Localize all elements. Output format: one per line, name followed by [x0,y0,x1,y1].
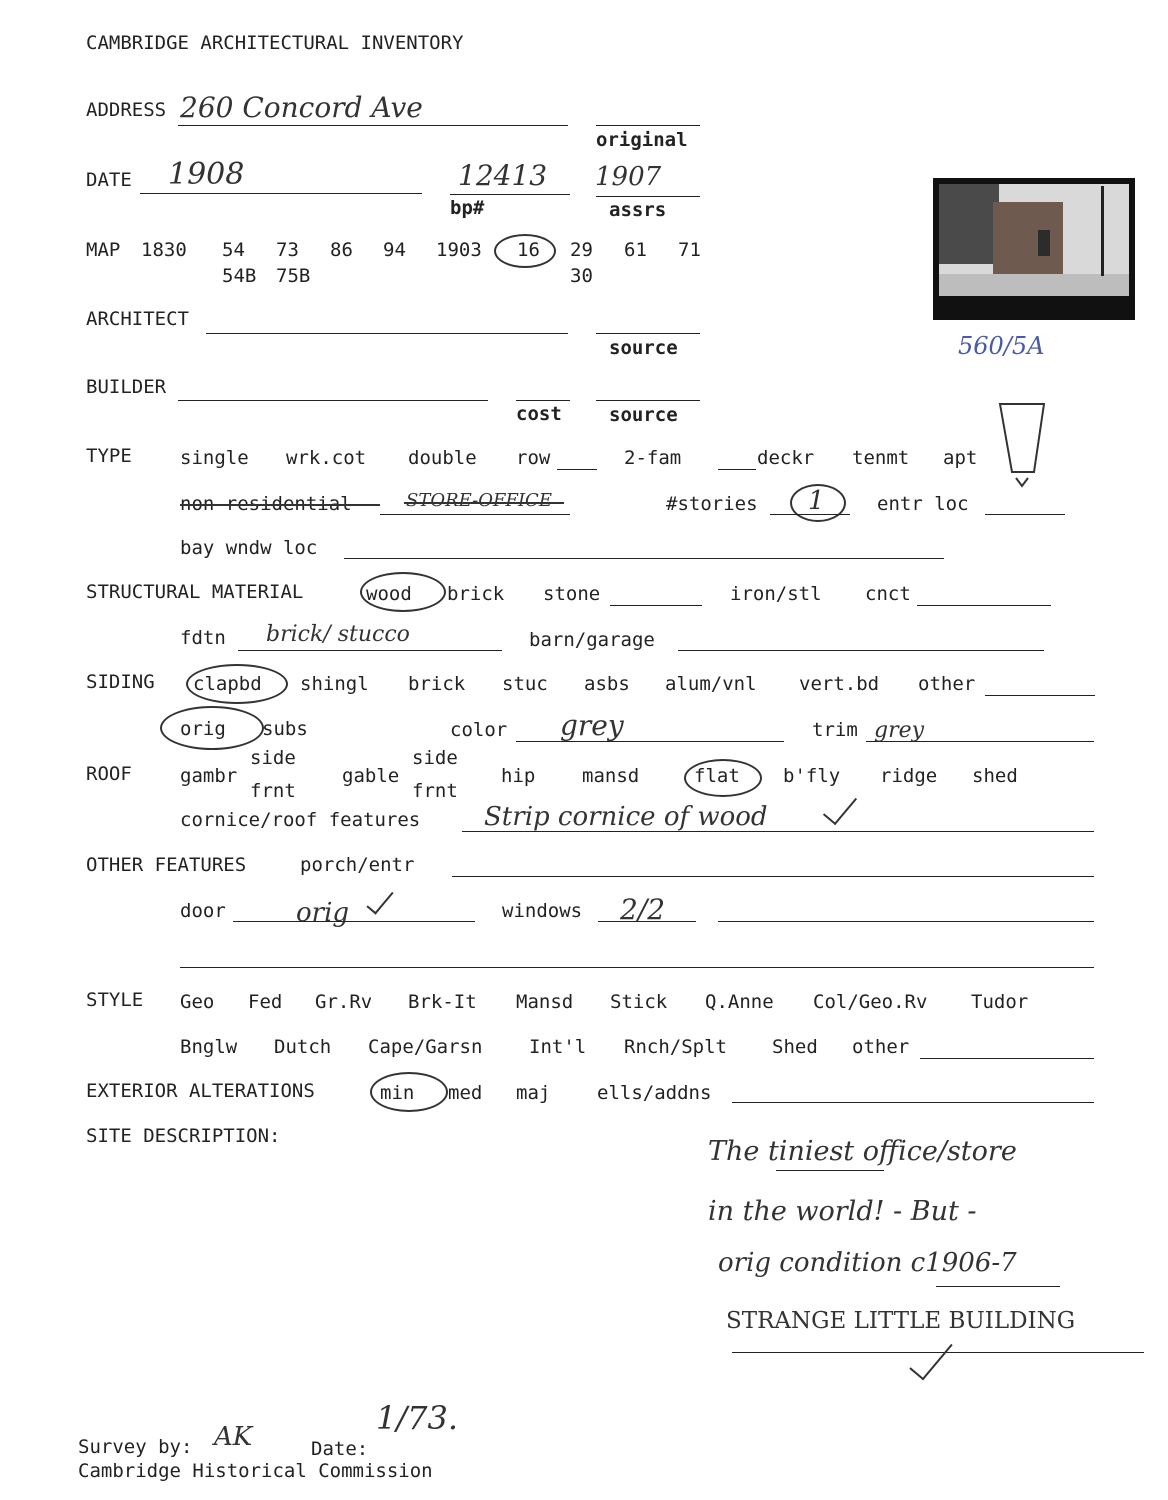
bp-label: bp# [450,197,485,219]
site-description-label: SITE DESCRIPTION: [86,1125,281,1147]
door-label: door [180,900,226,922]
map-29: 29 [570,239,593,261]
siding-other: other [918,673,976,695]
flat-circle [684,759,762,797]
stories-underline [770,514,850,515]
date-underline [140,193,422,194]
door-underline [233,921,475,922]
stories-value: 1 [808,486,825,516]
builder-source-label: source [609,404,678,426]
color-label: color [450,719,508,741]
windows-underline-2 [718,921,1094,922]
roof-ridge: ridge [880,765,938,787]
nonres-underline [380,514,570,515]
wood-circle [360,572,446,612]
style-other: other [852,1036,910,1058]
siding-shingl: shingl [300,673,369,695]
style-other-line [920,1058,1094,1059]
roof-mansd: mansd [582,765,640,787]
bp-underline [450,194,570,195]
other-features-label: OTHER FEATURES [86,854,247,876]
style-geo: Geo [180,991,215,1013]
alterations-min: min [380,1082,415,1104]
deckr-line [718,469,756,470]
type-deckr: deckr [757,447,815,469]
type-double: double [408,447,477,469]
bay-wndw-label: bay wndw loc [180,537,318,559]
windows-underline [598,921,696,922]
builder-underline [178,400,488,401]
builder-label: BUILDER [86,376,167,398]
bp-number-value: 12413 [458,159,548,192]
alterations-maj: maj [516,1082,551,1104]
map-16: 16 [517,239,540,261]
entr-loc-label: entr loc [877,493,969,515]
roof-shed: shed [972,765,1018,787]
structural-label: STRUCTURAL MATERIAL [86,581,304,603]
style-brkit: Brk-It [408,991,477,1013]
features-blank-line [180,967,1094,968]
nonres-value-strike [404,502,564,504]
roof-gable: gable [342,765,400,787]
roof-hip: hip [501,765,536,787]
map-71: 71 [678,239,701,261]
type-tenmt: tenmt [852,447,910,469]
siding-brick: brick [408,673,466,695]
fdtn-value: brick/ stucco [266,622,410,647]
style-bnglw: Bnglw [180,1036,238,1058]
structural-wood: wood [366,583,412,605]
siding-alum: alum/vnl [665,673,757,695]
style-dutch: Dutch [274,1036,332,1058]
address-underline [178,125,568,126]
siding-orig: orig [180,718,226,740]
original-overline [596,125,700,126]
type-apt: apt [943,447,978,469]
siding-stuc: stuc [502,673,548,695]
map-54: 54 [222,239,245,261]
type-label: TYPE [86,445,132,467]
architect-underline [206,333,568,334]
architect-source-label: source [609,337,678,359]
style-tudor: Tudor [971,991,1029,1013]
date-label: DATE [86,169,132,191]
door-check [366,885,393,914]
site-note-1: The tiniest office/store [708,1136,1017,1167]
type-2fam: 2-fam [624,447,682,469]
porch-entr-label: porch/entr [300,854,415,876]
survey-by-value: AK [214,1422,253,1452]
style-rnchsplt: Rnch/Splt [624,1036,727,1058]
survey-date-label: Date: [311,1438,369,1460]
nonres-strike [180,504,380,506]
roof-side-1: side [250,747,296,769]
cnct-line [917,605,1051,606]
survey-by-label: Survey by: [78,1436,193,1458]
style-shed: Shed [772,1036,818,1058]
entr-loc-underline [985,514,1065,515]
assrs-value: 1907 [595,162,662,192]
style-mansd: Mansd [516,991,574,1013]
map-16-circle [494,234,556,268]
roof-gambr: gambr [180,765,238,787]
organization: Cambridge Historical Commission [78,1460,433,1482]
structural-stone: stone [543,583,601,605]
barn-garage-underline [678,650,1044,651]
barn-garage-label: barn/garage [529,629,655,651]
map-1903: 1903 [436,239,482,261]
assrs-label: assrs [609,199,667,221]
architect-source-line [596,333,700,334]
site-check [909,1334,952,1381]
windows-label: windows [502,900,583,922]
type-single: single [180,447,249,469]
style-grrv: Gr.Rv [315,991,373,1013]
cost-label: cost [516,403,562,425]
cornice-value: Strip cornice of wood [484,802,768,832]
site-note-4: STRANGE LITTLE BUILDING [726,1308,1076,1334]
map-61: 61 [624,239,647,261]
structural-iron: iron/stl [730,583,822,605]
trim-label: trim [812,719,858,741]
color-underline [516,741,784,742]
original-label: original [596,129,688,151]
siding-other-line [985,695,1095,696]
date-note-underline [936,1286,1060,1287]
style-intl: Int'l [529,1036,587,1058]
style-fed: Fed [248,991,283,1013]
siding-vertbd: vert.bd [799,673,880,695]
color-value: grey [560,709,624,742]
fdtn-label: fdtn [180,627,226,649]
alterations-label: EXTERIOR ALTERATIONS [86,1080,315,1102]
row-line [557,469,597,470]
address-value: 260 Concord Ave [180,91,423,124]
structural-cnct: cnct [865,583,911,605]
roof-side-2: side [412,747,458,769]
min-circle [370,1072,448,1112]
nonres-value: STORE-OFFICE [406,490,552,511]
building-footprint-sketch [996,398,1048,494]
map-86: 86 [330,239,353,261]
architect-label: ARCHITECT [86,308,189,330]
map-75b: 75B [276,265,311,287]
map-1830: 1830 [141,239,187,261]
alterations-med: med [448,1082,483,1104]
structural-brick: brick [447,583,505,605]
fdtn-underline [238,650,502,651]
siding-clapbd: clapbd [193,673,262,695]
date-value: 1908 [168,157,245,192]
cost-line [516,400,570,401]
trim-underline [866,741,1094,742]
stories-label: #stories [666,493,758,515]
photo-ref: 560/5A [958,332,1045,360]
siding-subs: subs [262,718,308,740]
roof-frnt-2: frnt [412,780,458,802]
cornice-label: cornice/roof features [180,809,421,831]
type-row: row [516,447,551,469]
map-73: 73 [276,239,299,261]
porch-underline [452,876,1094,877]
building-photo [933,178,1135,320]
assrs-underline [596,196,700,197]
map-label: MAP [86,239,121,261]
alterations-ells: ells/addns [597,1082,712,1104]
siding-asbs: asbs [584,673,630,695]
clapbd-circle [186,664,288,704]
style-label: STYLE [86,989,144,1011]
map-30: 30 [570,265,593,287]
map-94: 94 [383,239,406,261]
windows-value: 2/2 [620,893,666,926]
roof-frnt-1: frnt [250,780,296,802]
style-colgeorv: Col/Geo.Rv [813,991,928,1013]
builder-source-line [596,400,700,401]
tiniest-underline [776,1170,884,1171]
style-capegarsn: Cape/Garsn [368,1036,483,1058]
cornice-underline [462,831,1094,832]
style-stick: Stick [610,991,668,1013]
trim-value: grey [874,718,925,743]
map-54b: 54B [222,265,257,287]
stone-line [610,605,702,606]
address-label: ADDRESS [86,99,167,121]
bay-wndw-underline [344,558,944,559]
form-title: CAMBRIDGE ARCHITECTURAL INVENTORY [86,32,464,54]
door-value: orig [296,898,350,928]
site-note-3: orig condition c1906-7 [718,1248,1017,1278]
nonres-label: non-residential [180,493,352,515]
site-note-2: in the world! - But - [708,1196,977,1227]
type-wrkcot: wrk.cot [286,447,367,469]
roof-bfly: b'fly [783,765,841,787]
stories-circle [790,484,846,522]
style-qanne: Q.Anne [705,991,774,1013]
roof-flat: flat [694,765,740,787]
orig-circle [160,706,264,750]
ells-line [732,1102,1094,1103]
roof-label: ROOF [86,763,132,785]
siding-label: SIDING [86,671,155,693]
survey-date-value: 1/73. [376,1399,459,1437]
cornice-check [823,789,857,825]
